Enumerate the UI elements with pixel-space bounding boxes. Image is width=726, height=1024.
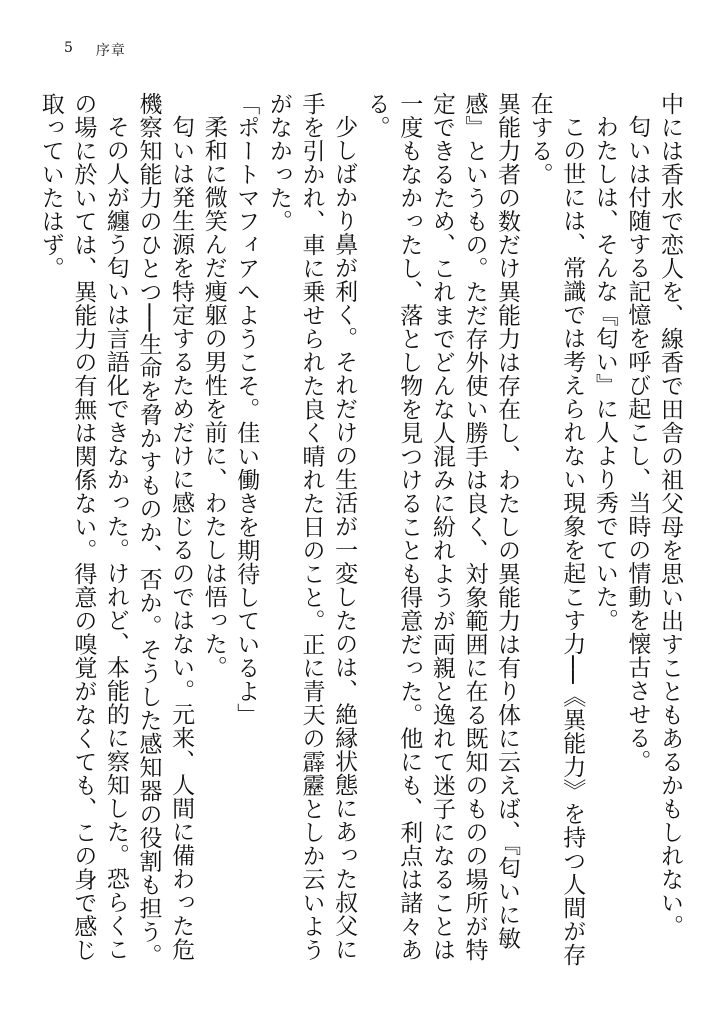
text-paragraph: 匂いは付随する記憶を呼び起こし、当時の情動を懐古させる。	[624, 115, 651, 773]
text-paragraph: 異能力者の数だけ異能力は存在し、わたしの異能力は有り体に云えば、『匂いに敏感』というもの。ただ存外使い勝手は良く、対象範囲に在る既知のものの場所が特定できるため、これまでどんな人混みに紛れようが両親と逸れて迷子になることは一度もなかったし、落とし物を見つけることも得意だった。他にも、利点は諸々ある。	[363, 92, 521, 962]
text-paragraph: わたしは、そんな『匂い』に人より秀でていた。	[591, 115, 618, 632]
text-paragraph: 匂いは発生源を特定するためだけに感じるのではない。元来、人間に備わった危機察知能力のひとつ──生命を脅かすものか、否か。そうした感知器の役割も担う。	[135, 92, 195, 967]
dialogue-line: 「ポートマフィアへようこそ。佳い働きを期待しているよ」	[233, 92, 260, 727]
text-paragraph: 少しばかり鼻が利く。それだけの生活が一変したのは、絶縁状態にあった叔父に手を引かれ、車に乗せられた良く晴れた日のこと。正に青天の霹靂としか云いようがなかった。	[265, 92, 358, 962]
chapter-title: 序章	[95, 43, 126, 59]
text-paragraph: この世には、常識では考えられない現象を起こす力──《異能力》を持つ人間が存在する。	[526, 92, 586, 967]
page-number: 5	[64, 40, 74, 56]
text-paragraph: 中には香水で恋人を、線香で田舎の祖父母を思い出すこともあるかもしれない。	[657, 92, 683, 938]
text-paragraph: その人が纏う匂いは言語化できなかった。けれど、本能的に察知した。恐らくこの場に於いては、異能力の有無は関係ない。得意の嗅覚がなくても、この身で感じ取っていたはず。	[37, 92, 129, 962]
page-body	[37, 92, 686, 972]
page-header	[64, 40, 126, 60]
text-paragraph: 柔和に微笑んだ痩躯の男性を前に、わたしは悟った。	[200, 115, 227, 679]
